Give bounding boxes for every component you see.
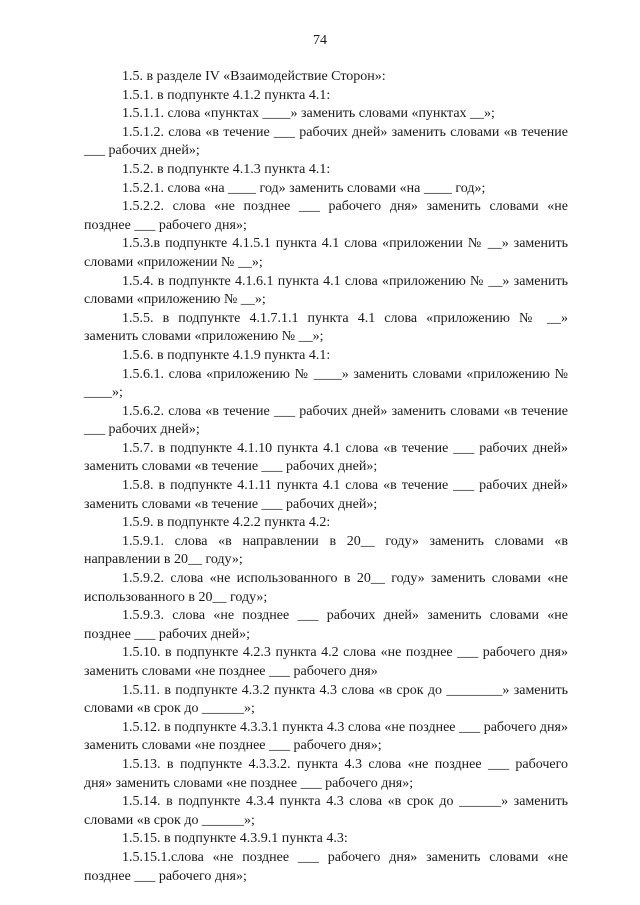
paragraph: 1.5.10. в подпункте 4.2.3 пункта 4.2 слова «не позднее ___ рабочего дня» заменить словами «не позднее ___ рабочего дня» bbox=[84, 645, 568, 679]
paragraph: 1.5.9.3. слова «не позднее ___ рабочих дней» заменить словами «не позднее ___ рабочих дней»; bbox=[84, 608, 568, 642]
paragraph: 1.5.1. в подпункте 4.1.2 пункта 4.1: bbox=[122, 87, 331, 103]
paragraph: 1.5.9.1. слова «в направлении в 20__ году» заменить словами «в направлении в 20__ году»; bbox=[84, 533, 568, 568]
paragraph: 1.5.2.2. слова «не позднее ___ рабочего дня» заменить словами «не позднее ___ рабочего дня»; bbox=[84, 199, 568, 233]
paragraph: 1.5.2.1. слова «на ____ год» заменить словами «на ____ год»; bbox=[122, 180, 486, 196]
paragraph: 1.5.4. в подпункте 4.1.6.1 пункта 4.1 слова «приложению № __» заменить словами «приложению № __»; bbox=[84, 273, 568, 308]
paragraph: 1.5.8. в подпункте 4.1.11 пункта 4.1 слова «в течение ___ рабочих дней» заменить словами «в течение ___ рабочих дней»; bbox=[84, 478, 568, 512]
paragraph: 1.5.2. в подпункте 4.1.3 пункта 4.1: bbox=[122, 161, 331, 177]
paragraph: 1.5.6. в подпункте 4.1.9 пункта 4.1: bbox=[122, 347, 331, 363]
paragraph: 1.5.12. в подпункте 4.3.3.1 пункта 4.3 слова «не позднее ___ рабочего дня» заменить словами «не позднее ___ рабочего дня»; bbox=[84, 719, 568, 754]
paragraph: 1.5.1.2. слова «в течение ___ рабочих дней» заменить словами «в течение ___ рабочих дней»; bbox=[84, 124, 568, 159]
document-body bbox=[84, 68, 568, 886]
paragraph: 1.5.9. в подпункте 4.2.2 пункта 4.2: bbox=[122, 515, 331, 531]
paragraph: 1.5.7. в подпункте 4.1.10 пункта 4.1 слова «в течение ___ рабочих дней» заменить словами «в течение ___ рабочих дней»; bbox=[84, 440, 568, 475]
paragraph: 1.5.6.1. слова «приложению № ____» заменить словами «приложению № ____»; bbox=[84, 366, 568, 401]
paragraph: 1.5.15. в подпункте 4.3.9.1 пункта 4.3: bbox=[122, 831, 348, 847]
paragraph: 1.5. в разделе IV «Взаимодействие Сторон»: bbox=[122, 69, 386, 84]
paragraph: 1.5.14. в подпункте 4.3.4 пункта 4.3 слова «в срок до ______» заменить словами «в срок до ______»; bbox=[84, 794, 568, 828]
page-number: 74 bbox=[313, 33, 327, 48]
paragraph: 1.5.13. в подпункте 4.3.3.2. пункта 4.3 слова «не позднее ___ рабочего дня» заменить словами «не позднее ___ рабочего дня»; bbox=[84, 756, 568, 791]
paragraph: 1.5.9.2. слова «не использованного в 20__ году» заменить словами «не использованного в 20__ году»; bbox=[84, 571, 568, 605]
paragraph: 1.5.1.1. слова «пунктах ____» заменить словами «пунктах __»; bbox=[122, 106, 495, 122]
paragraph: 1.5.3.в подпункте 4.1.5.1 пункта 4.1 слова «приложении № __» заменить словами «приложении № __»; bbox=[84, 236, 568, 270]
paragraph: 1.5.6.2. слова «в течение ___ рабочих дней» заменить словами «в течение ___ рабочих дней»; bbox=[84, 403, 568, 438]
paragraph: 1.5.5. в подпункте 4.1.7.1.1 пункта 4.1 слова «приложению № __» заменить словами «приложению № __»; bbox=[84, 310, 568, 345]
paragraph: 1.5.15.1.слова «не позднее ___ рабочего дня» заменить словами «не позднее ___ рабочего дня»; bbox=[84, 849, 568, 884]
paragraph: 1.5.11. в подпункте 4.3.2 пункта 4.3 слова «в срок до ________» заменить словами «в срок до ______»; bbox=[84, 682, 568, 717]
